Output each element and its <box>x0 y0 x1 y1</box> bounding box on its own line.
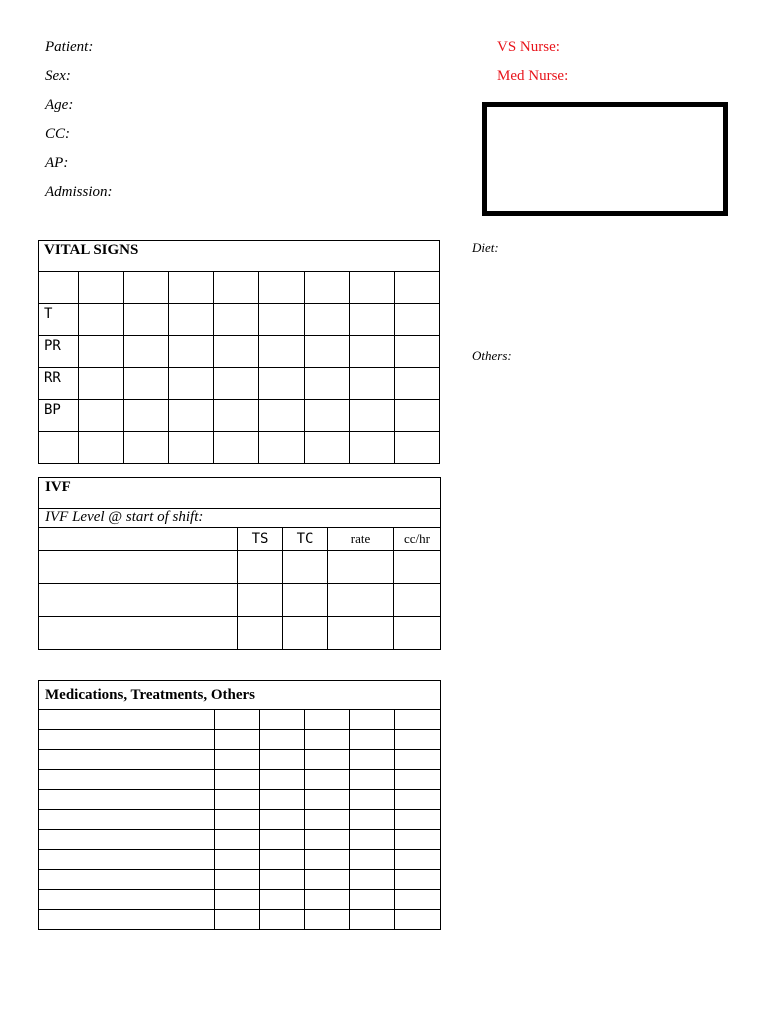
vital-cell <box>169 368 214 400</box>
vital-cell <box>349 368 394 400</box>
med-cell <box>215 850 260 870</box>
med-cell <box>215 770 260 790</box>
med-cell <box>395 870 441 890</box>
vital-row <box>39 336 440 368</box>
med-cell <box>215 910 260 930</box>
diet-label: Diet: <box>472 240 499 255</box>
med-cell <box>395 750 441 770</box>
med-cell <box>395 710 441 730</box>
med-cell <box>305 810 350 830</box>
med-cell <box>39 850 215 870</box>
med-cell <box>260 750 305 770</box>
medication-row <box>39 810 441 830</box>
med-cell <box>350 810 395 830</box>
vital-cell <box>259 432 304 464</box>
med-cell <box>39 830 215 850</box>
vital-cell <box>349 272 394 304</box>
med-cell <box>395 790 441 810</box>
med-cell <box>260 830 305 850</box>
vital-cell <box>349 400 394 432</box>
med-cell <box>215 830 260 850</box>
vital-cell <box>349 336 394 368</box>
med-cell <box>215 710 260 730</box>
med-cell <box>215 890 260 910</box>
vital-cell <box>259 272 304 304</box>
med-cell <box>350 910 395 930</box>
med-cell <box>305 830 350 850</box>
med-cell <box>395 890 441 910</box>
ivf-cell <box>394 551 441 584</box>
medication-row <box>39 830 441 850</box>
vital-signs-title: VITAL SIGNS <box>39 241 440 272</box>
med-cell <box>350 890 395 910</box>
ivf-row <box>39 584 441 617</box>
med-cell <box>260 710 305 730</box>
med-cell <box>39 710 215 730</box>
medication-row <box>39 910 441 930</box>
med-cell <box>260 810 305 830</box>
vital-cell <box>394 400 439 432</box>
medication-row <box>39 850 441 870</box>
med-cell <box>350 850 395 870</box>
med-cell <box>395 910 441 930</box>
vital-cell <box>124 336 169 368</box>
vital-cell <box>124 304 169 336</box>
med-cell <box>39 870 215 890</box>
ivf-cell <box>238 584 283 617</box>
vital-row-label <box>39 272 79 304</box>
med-cell <box>260 890 305 910</box>
vital-cell <box>169 400 214 432</box>
ivf-row <box>39 551 441 584</box>
ivf-title: IVF <box>39 478 441 509</box>
age-label: Age: <box>45 97 74 113</box>
vital-cell <box>169 272 214 304</box>
vital-cell <box>169 432 214 464</box>
vital-cell <box>214 432 259 464</box>
ivf-cell <box>238 617 283 650</box>
vital-cell <box>304 304 349 336</box>
med-cell <box>305 850 350 870</box>
vs-nurse-label: VS Nurse: <box>497 39 560 55</box>
vital-cell <box>394 432 439 464</box>
med-cell <box>305 890 350 910</box>
vital-row <box>39 304 440 336</box>
ivf-cell <box>39 551 238 584</box>
med-cell <box>215 810 260 830</box>
vital-cell <box>394 272 439 304</box>
ivf-cell <box>328 617 394 650</box>
vital-cell <box>79 272 124 304</box>
vital-cell <box>214 368 259 400</box>
vital-cell <box>79 432 124 464</box>
ivf-header-ts: TS <box>238 528 283 551</box>
med-cell <box>395 850 441 870</box>
vital-cell <box>259 336 304 368</box>
med-cell <box>215 750 260 770</box>
med-cell <box>260 790 305 810</box>
vital-cell <box>304 336 349 368</box>
vital-cell <box>124 400 169 432</box>
vital-row <box>39 272 440 304</box>
medication-row <box>39 750 441 770</box>
vital-cell <box>394 304 439 336</box>
med-cell <box>305 910 350 930</box>
med-cell <box>395 730 441 750</box>
med-cell <box>39 730 215 750</box>
ivf-header-rate: rate <box>328 528 394 551</box>
ivf-cell <box>283 551 328 584</box>
vital-cell <box>304 368 349 400</box>
vital-cell <box>259 368 304 400</box>
vital-cell <box>304 432 349 464</box>
vital-row-label: RR <box>39 368 79 400</box>
vital-signs-table <box>38 240 440 464</box>
vital-row <box>39 432 440 464</box>
admission-label: Admission: <box>45 184 113 200</box>
medications-table <box>38 680 441 930</box>
med-cell <box>215 870 260 890</box>
med-cell <box>305 870 350 890</box>
vital-row <box>39 400 440 432</box>
ivf-cell <box>283 584 328 617</box>
ap-label: AP: <box>45 155 69 171</box>
medications-title: Medications, Treatments, Others <box>39 681 441 710</box>
vital-cell <box>124 272 169 304</box>
medication-row <box>39 790 441 810</box>
med-cell <box>395 810 441 830</box>
ivf-cell <box>394 617 441 650</box>
patient-label: Patient: <box>45 39 94 55</box>
med-cell <box>260 870 305 890</box>
vital-row-label <box>39 432 79 464</box>
med-cell <box>350 710 395 730</box>
med-cell <box>350 730 395 750</box>
vital-row-label: BP <box>39 400 79 432</box>
med-cell <box>305 790 350 810</box>
med-cell <box>350 790 395 810</box>
med-cell <box>395 830 441 850</box>
vital-cell <box>214 400 259 432</box>
ivf-header-blank <box>39 528 238 551</box>
med-cell <box>39 910 215 930</box>
med-cell <box>350 830 395 850</box>
vital-cell <box>214 336 259 368</box>
med-cell <box>350 770 395 790</box>
ivf-cell <box>39 584 238 617</box>
others-label: Others: <box>472 348 512 363</box>
ivf-cell <box>39 617 238 650</box>
med-cell <box>260 770 305 790</box>
medication-row <box>39 730 441 750</box>
ivf-cell <box>283 617 328 650</box>
med-cell <box>260 730 305 750</box>
vital-cell <box>259 400 304 432</box>
vital-cell <box>79 304 124 336</box>
med-cell <box>260 910 305 930</box>
ivf-cell <box>328 551 394 584</box>
vital-cell <box>79 368 124 400</box>
med-cell <box>350 870 395 890</box>
vital-cell <box>169 304 214 336</box>
vital-cell <box>349 432 394 464</box>
vital-cell <box>214 272 259 304</box>
vital-cell <box>259 304 304 336</box>
ivf-cell <box>328 584 394 617</box>
medication-row <box>39 770 441 790</box>
vital-cell <box>394 336 439 368</box>
vital-row-label: PR <box>39 336 79 368</box>
vital-cell <box>79 336 124 368</box>
cc-label: CC: <box>45 126 71 142</box>
sex-label: Sex: <box>45 68 71 84</box>
med-cell <box>39 770 215 790</box>
ivf-cell <box>238 551 283 584</box>
nurse-signature-box <box>482 102 728 216</box>
vital-cell <box>124 368 169 400</box>
ivf-level-label: IVF Level @ start of shift: <box>39 509 441 528</box>
ivf-row <box>39 617 441 650</box>
med-cell <box>39 890 215 910</box>
vital-cell <box>304 400 349 432</box>
med-cell <box>305 730 350 750</box>
med-cell <box>350 750 395 770</box>
vital-cell <box>79 400 124 432</box>
ivf-header-tc: TC <box>283 528 328 551</box>
vital-row <box>39 368 440 400</box>
vital-cell <box>304 272 349 304</box>
ivf-cell <box>394 584 441 617</box>
vital-cell <box>124 432 169 464</box>
med-cell <box>305 750 350 770</box>
ivf-table <box>38 477 441 650</box>
med-cell <box>39 790 215 810</box>
medication-row <box>39 710 441 730</box>
medication-row <box>39 870 441 890</box>
vital-cell <box>214 304 259 336</box>
med-cell <box>305 770 350 790</box>
med-cell <box>215 790 260 810</box>
med-cell <box>215 730 260 750</box>
med-cell <box>395 770 441 790</box>
med-cell <box>39 810 215 830</box>
vital-cell <box>349 304 394 336</box>
ivf-header-cchr: cc/hr <box>394 528 441 551</box>
med-cell <box>39 750 215 770</box>
vital-cell <box>394 368 439 400</box>
med-cell <box>305 710 350 730</box>
med-cell <box>260 850 305 870</box>
vital-row-label: T <box>39 304 79 336</box>
vital-cell <box>169 336 214 368</box>
med-nurse-label: Med Nurse: <box>497 68 569 84</box>
medication-row <box>39 890 441 910</box>
ivf-header-row <box>39 528 441 551</box>
